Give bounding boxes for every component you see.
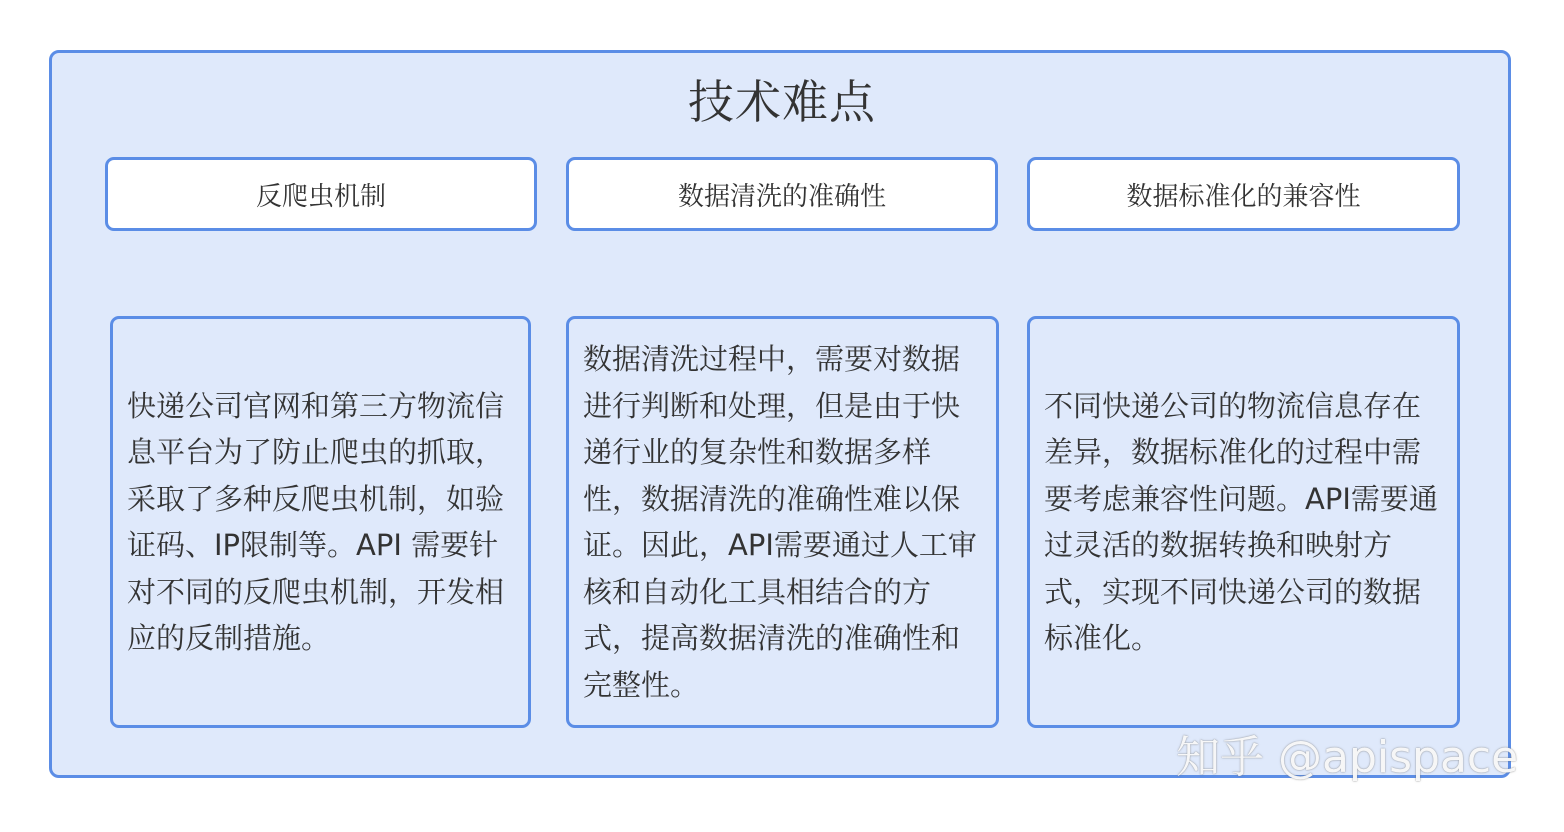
content-box-data-cleaning-accuracy	[566, 316, 999, 728]
content-box-anti-crawler	[110, 316, 531, 728]
content-text: 快递公司官网和第三方物流信息平台为了防止爬虫的抓取，采取了多种反爬虫机制，如验证码、IP限制等。API 需要针对不同的反爬虫机制，开发相应的反制措施。	[127, 388, 505, 655]
header-label: 数据清洗的准确性	[677, 181, 886, 212]
header-anti-crawler	[105, 157, 537, 231]
content-text: 数据清洗过程中，需要对数据进行判断和处理，但是由于快递行业的复杂性和数据多样性，数据清洗的准确性难以保证。因此，API需要通过人工审核和自动化工具相结合的方式，提高数据清洗的准确性和完整性。	[583, 342, 977, 702]
header-label: 反爬虫机制	[255, 181, 386, 212]
content-box-data-standardization-compatibility	[1027, 316, 1460, 728]
header-data-cleaning-accuracy	[566, 157, 998, 231]
watermark: 知乎 @apispace	[1176, 732, 1519, 783]
header-label: 数据标准化的兼容性	[1126, 181, 1361, 212]
diagram-title: 技术难点	[688, 75, 876, 129]
content-text: 不同快递公司的物流信息存在差异，数据标准化的过程中需要考虑兼容性问题。API需要通过灵活的数据转换和映射方式，实现不同快递公司的数据标准化。	[1044, 388, 1438, 655]
header-data-standardization-compatibility	[1027, 157, 1460, 231]
